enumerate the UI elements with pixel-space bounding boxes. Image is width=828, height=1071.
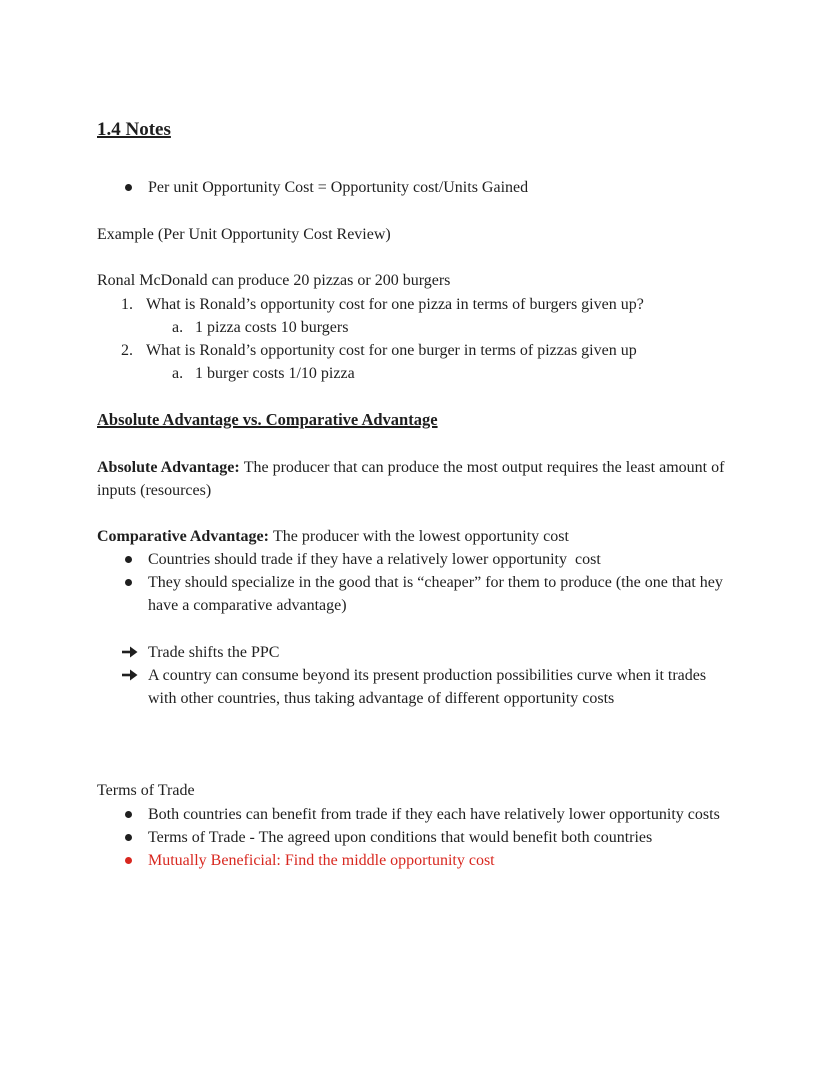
number-marker: 2. xyxy=(121,342,133,359)
number-marker: 1. xyxy=(121,296,133,313)
question-list xyxy=(97,293,731,385)
answer-text: 1 pizza costs 10 burgers xyxy=(195,319,349,336)
list-item xyxy=(97,664,723,710)
intro-bullet-list xyxy=(97,176,731,199)
bullet-icon xyxy=(97,849,148,864)
arrow-text: Trade shifts the PPC xyxy=(148,644,280,661)
list-item xyxy=(97,826,723,849)
terms-bullet-list xyxy=(97,803,731,872)
bullet-icon xyxy=(97,548,148,563)
page-title: 1.4 Notes xyxy=(97,119,171,140)
question-text: What is Ronald’s opportunity cost for one burger in terms of pizzas given up xyxy=(146,342,637,359)
bullet-icon xyxy=(97,826,148,841)
bullet-icon xyxy=(97,571,148,586)
question-text: What is Ronald’s opportunity cost for one pizza in terms of burgers given up? xyxy=(146,296,644,313)
list-item-answer-1 xyxy=(97,316,723,339)
list-item xyxy=(97,803,723,826)
bullet-text: Per unit Opportunity Cost = Opportunity cost/Units Gained xyxy=(148,179,529,196)
section-heading: Absolute Advantage vs. Comparative Advantage xyxy=(97,410,438,429)
list-item xyxy=(97,548,723,571)
arrow-text: A country can consume beyond its present production possibilities curve when it trades with other countries, thus taking advantage of different opportunity costs xyxy=(148,667,711,707)
list-item-question-2 xyxy=(97,339,723,362)
definition-label: Comparative Advantage: xyxy=(97,528,269,545)
list-item xyxy=(97,571,727,617)
list-item-highlighted-red xyxy=(97,849,723,872)
comparative-bullet-list xyxy=(97,548,731,617)
list-item-question-1 xyxy=(97,293,723,316)
letter-marker: a. xyxy=(172,365,184,382)
letter-marker: a. xyxy=(172,319,184,336)
bullet-text: Terms of Trade - The agreed upon conditions that would benefit both countries xyxy=(148,829,653,846)
list-item xyxy=(97,176,723,199)
bullet-text: Countries should trade if they have a relatively lower opportunity cost xyxy=(148,551,601,568)
bullet-text: Mutually Beneficial: Find the middle opportunity cost xyxy=(148,852,495,869)
list-item xyxy=(97,641,723,664)
arrow-bullet-icon xyxy=(97,641,148,658)
definition-text: The producer with the lowest opportunity cost xyxy=(272,528,569,545)
definition-text: The producer that can produce the most output requires the least amount of inputs (resources) xyxy=(97,459,729,499)
bullet-icon xyxy=(97,176,148,191)
comparative-advantage-definition xyxy=(97,525,731,548)
bullet-text: They should specialize in the good that is “cheaper” for them to produce (the one that hey have a comparative advantage) xyxy=(148,574,727,614)
example-heading: Example (Per Unit Opportunity Cost Review) xyxy=(97,226,391,243)
example-intro: Ronal McDonald can produce 20 pizzas or 200 burgers xyxy=(97,272,451,289)
answer-text: 1 burger costs 1/10 pizza xyxy=(195,365,355,382)
arrow-bullet-icon xyxy=(97,664,148,681)
arrow-bullet-list xyxy=(97,641,731,710)
list-item-answer-2 xyxy=(97,362,723,385)
definition-label: Absolute Advantage: xyxy=(97,459,240,476)
absolute-advantage-definition xyxy=(97,456,731,502)
terms-of-trade-heading: Terms of Trade xyxy=(97,782,195,799)
bullet-text: Both countries can benefit from trade if they each have relatively lower opportunity costs xyxy=(148,806,720,823)
bullet-icon xyxy=(97,803,148,818)
